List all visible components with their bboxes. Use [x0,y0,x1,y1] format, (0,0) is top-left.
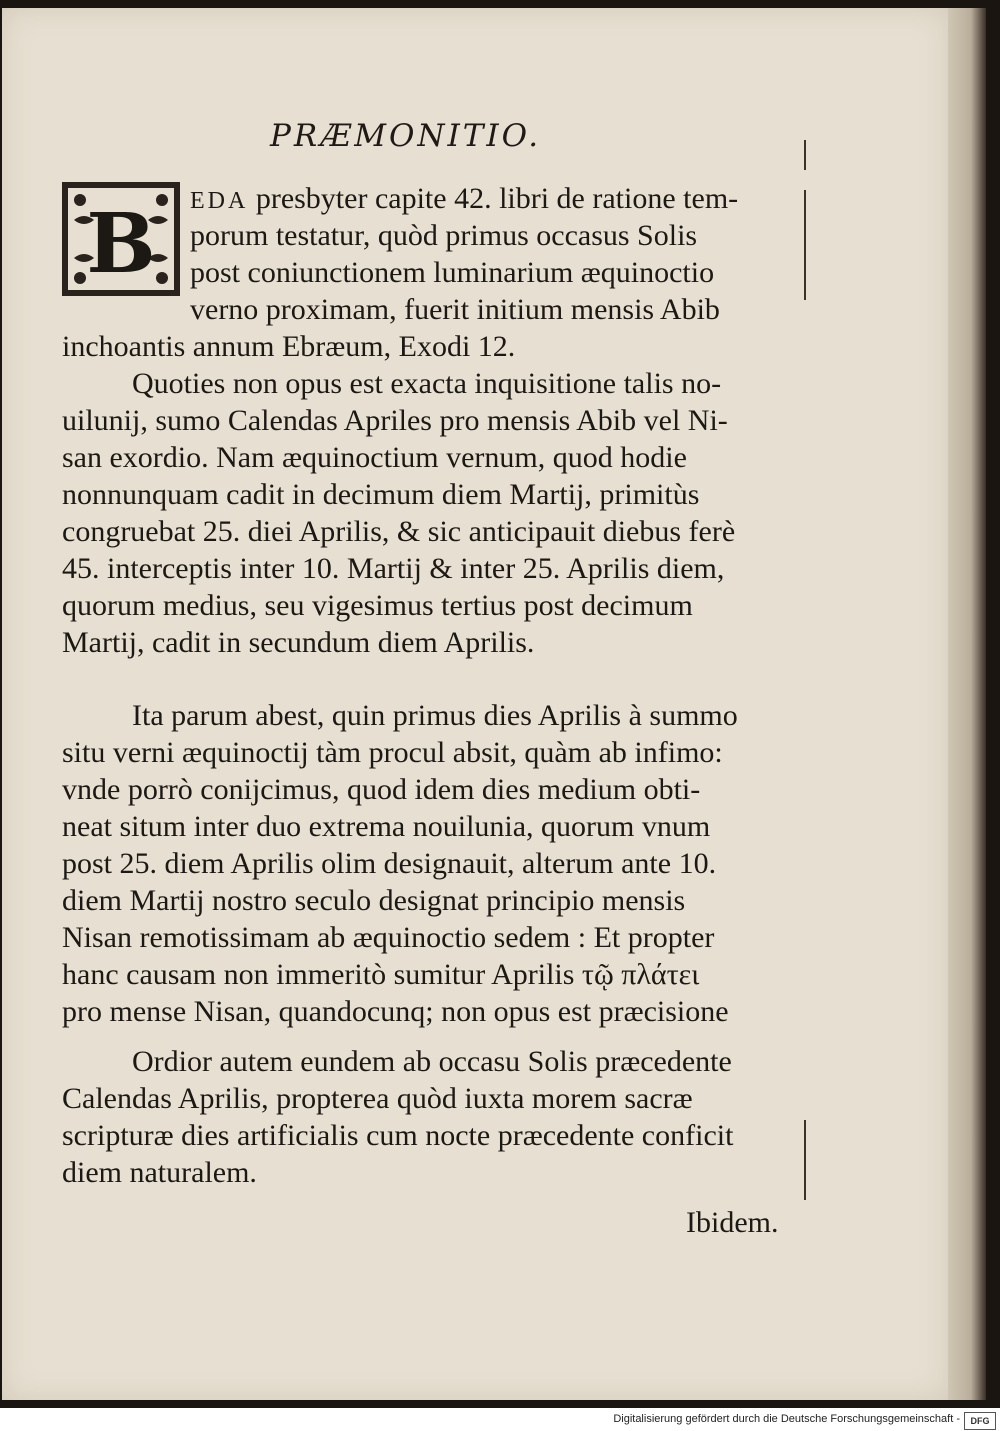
text-line: Calendas Aprilis, propterea quòd iuxta morem sacræ [62,1082,693,1115]
page-header: PRÆMONITIO. [270,118,542,154]
catchword: Ibidem. [686,1206,779,1239]
drop-cap-ornament [60,180,182,298]
text-line: inchoantis annum Ebræum, Exodi 12. [62,330,516,363]
text-line: Ordior autem eundem ab occasu Solis præcedente [132,1045,732,1078]
text-line: porum testatur, quòd primus occasus Solis [190,219,698,252]
text-line: nonnunquam cadit in decimum diem Martij, primitùs [62,478,700,511]
text-line: san exordio. Nam æquinoctium vernum, quod hodie [62,441,687,474]
text-line: diem Martij nostro seculo designat principio mensis [62,884,686,917]
text-line: Martij, cadit in secundum diem Aprilis. [62,626,535,659]
text-line: Ita parum abest, quin primus dies Aprilis à summo [132,699,738,732]
text-line: diem naturalem. [62,1156,257,1189]
text-line: quorum medius, seu vigesimus tertius post decimum [62,589,693,622]
text-line: vnde porrò conijcimus, quod idem dies medium obti- [62,773,701,806]
paragraph-4 [62,1043,802,1191]
text-line: 45. interceptis inter 10. Martij & inter 25. Aprilis diem, [62,552,725,585]
margin-rule [804,1120,806,1200]
text-line: congruebat 25. diei Aprilis, & sic anticipauit diebus ferè [62,515,736,548]
paragraph-1-tail [62,328,802,365]
drop-cap-letter: B [86,196,156,292]
first-word-caps: EDA [190,188,249,214]
footer-credit: Digitalisierung gefördert durch die Deutsche Forschungsgemeinschaft - [613,1413,960,1425]
text-line: pro mense Nisan, quandocunq; non opus est præcisione [62,995,729,1028]
page-edge-shadow [948,8,986,1400]
footer-bar [0,1410,1000,1431]
text-line: situ verni æquinoctij tàm procul absit, quàm ab infimo: [62,736,723,769]
paragraph-1 [190,180,810,328]
text-line: EDA presbyter capite 42. libri de ratione tem- [190,182,739,215]
text-line: scripturæ dies artificialis cum nocte præcedente conficit [62,1119,734,1152]
paragraph-3 [62,697,802,1030]
margin-rule [804,140,806,170]
paragraph-2 [62,365,802,661]
text-line: verno proximam, fuerit initium mensis Abib [190,293,720,326]
dfg-logo: DFG [964,1412,996,1430]
text-line: neat situm inter duo extrema nouilunia, quorum vnum [62,810,711,843]
text-line: post coniunctionem luminarium æquinoctio [190,256,715,289]
text-line: Nisan remotissimam ab æquinoctio sedem : Et propter [62,921,715,954]
text-line: hanc causam non immeritò sumitur Aprilis τῷ πλάτει [62,958,700,991]
text-line: uilunij, sumo Calendas Apriles pro mensis Abib vel Ni- [62,404,728,437]
text-line: Quoties non opus est exacta inquisitione talis no- [132,367,722,400]
text-line: post 25. diem Aprilis olim designauit, alterum ante 10. [62,847,717,880]
